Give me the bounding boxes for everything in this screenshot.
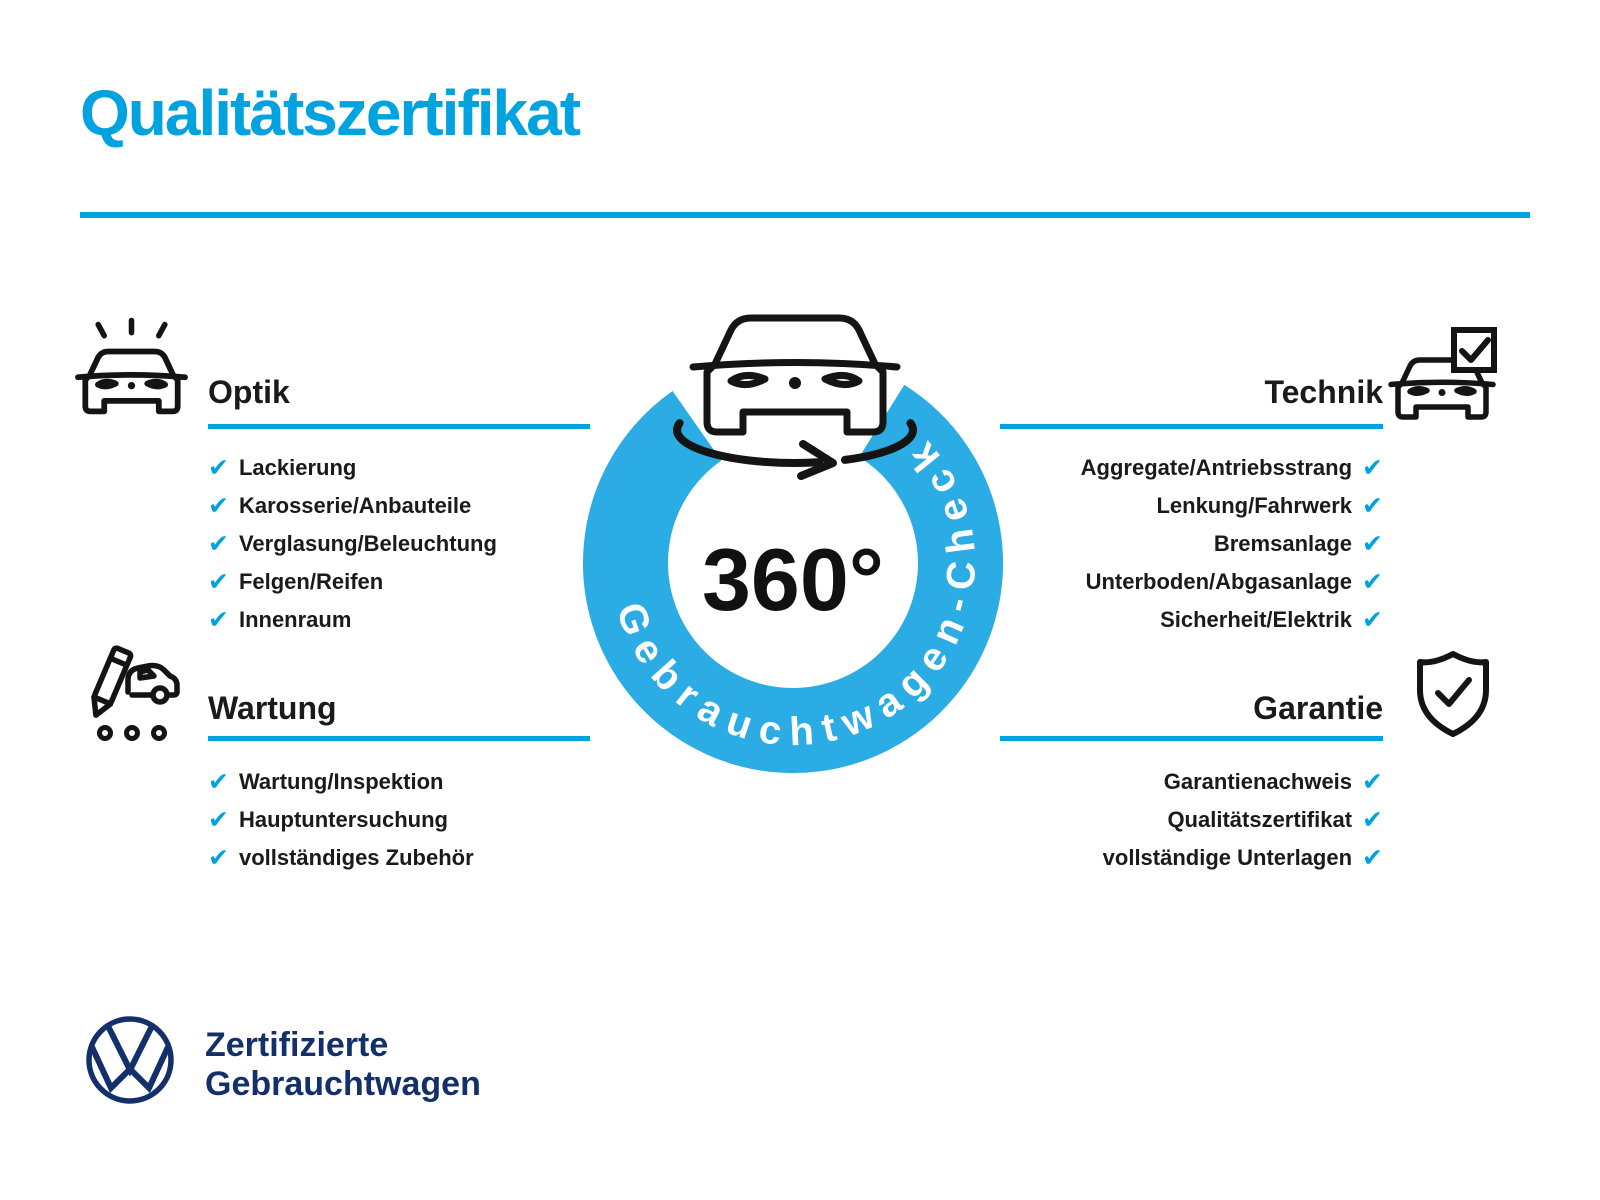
section-divider-technik — [1000, 424, 1383, 429]
check-icon: ✔ — [1362, 805, 1383, 834]
check-icon: ✔ — [1362, 567, 1383, 596]
list-item-label: Felgen/Reifen — [238, 569, 384, 594]
list-item-label: vollständiges Zubehör — [238, 845, 474, 870]
section-divider-garantie — [1000, 736, 1383, 741]
check-icon: ✔ — [208, 843, 229, 872]
badge-360 — [560, 288, 1030, 788]
check-icon: ✔ — [1362, 453, 1383, 482]
list-item-label: Verglasung/Beleuchtung — [238, 531, 497, 556]
check-icon: ✔ — [208, 805, 229, 834]
technik-list — [1000, 449, 1383, 639]
list-item-label: Unterboden/Abgasanlage — [1085, 569, 1353, 594]
section-divider-optik — [208, 424, 590, 429]
garantie-list — [1000, 763, 1383, 877]
title-divider — [80, 212, 1530, 218]
list-item-label: Wartung/Inspektion — [238, 769, 444, 794]
pencil-car-icon — [82, 642, 182, 742]
check-icon: ✔ — [208, 567, 229, 596]
list-item — [208, 563, 591, 601]
check-icon: ✔ — [1362, 767, 1383, 796]
section-title-garantie: Garantie — [1253, 690, 1383, 726]
check-icon: ✔ — [208, 529, 229, 558]
dots-icon — [100, 728, 165, 739]
list-item-label: Bremsanlage — [1213, 531, 1353, 556]
check-icon: ✔ — [208, 605, 229, 634]
list-item-label: Lenkung/Fahrwerk — [1156, 493, 1353, 518]
list-item — [208, 763, 591, 801]
list-item — [1000, 563, 1383, 601]
list-item — [1000, 839, 1383, 877]
section-title-technik: Technik — [1264, 374, 1383, 410]
shine-dashes-icon — [98, 321, 165, 336]
list-item — [1000, 601, 1383, 639]
check-icon: ✔ — [1362, 529, 1383, 558]
check-icon: ✔ — [1362, 605, 1383, 634]
list-item — [208, 601, 591, 639]
car-front-rotate-icon — [677, 318, 913, 476]
shield-check-mark-icon — [1438, 680, 1469, 704]
list-item-label: vollständige Unterlagen — [1102, 845, 1353, 870]
list-item — [1000, 801, 1383, 839]
brand-line-1: Zertifizierte — [205, 1026, 389, 1064]
list-item — [1000, 487, 1383, 525]
list-item — [208, 487, 591, 525]
section-title-wartung: Wartung — [208, 690, 337, 726]
list-item-label: Aggregate/Antriebsstrang — [1080, 455, 1353, 480]
brand-line-2: Gebrauchtwagen — [205, 1065, 481, 1103]
list-item — [1000, 525, 1383, 563]
list-item-label: Karosserie/Anbauteile — [238, 493, 472, 518]
list-item-label: Innenraum — [238, 607, 352, 632]
section-title-optik: Optik — [208, 374, 290, 410]
list-item-label: Sicherheit/Elektrik — [1160, 607, 1353, 632]
ring-label: Gebrauchtwagen-Check — [607, 434, 985, 755]
list-item-label: Garantienachweis — [1163, 769, 1353, 794]
car-side-icon — [128, 666, 177, 703]
car-checkbox-icon — [1400, 322, 1500, 427]
wartung-list — [208, 763, 591, 877]
list-item — [208, 839, 591, 877]
check-icon: ✔ — [208, 491, 229, 520]
list-item — [208, 801, 591, 839]
section-divider-wartung — [208, 736, 590, 741]
list-item — [1000, 763, 1383, 801]
shield-check-icon — [1414, 650, 1492, 738]
brand-text — [205, 1026, 481, 1104]
list-item-label: Lackierung — [238, 455, 357, 480]
list-item — [208, 525, 591, 563]
list-item — [1000, 449, 1383, 487]
check-icon: ✔ — [208, 767, 229, 796]
check-icon: ✔ — [1362, 843, 1383, 872]
optik-list — [208, 449, 591, 639]
check-icon: ✔ — [208, 453, 229, 482]
pencil-icon — [88, 647, 132, 718]
car-shine-icon — [78, 316, 184, 426]
page-title: Qualitätszertifikat — [80, 77, 580, 149]
check-icon: ✔ — [1362, 491, 1383, 520]
list-item-label: Qualitätszertifikat — [1167, 807, 1353, 832]
degree-label: 360° — [701, 530, 885, 629]
vw-logo — [82, 1012, 178, 1108]
list-item — [208, 449, 591, 487]
list-item-label: Hauptuntersuchung — [238, 807, 448, 832]
